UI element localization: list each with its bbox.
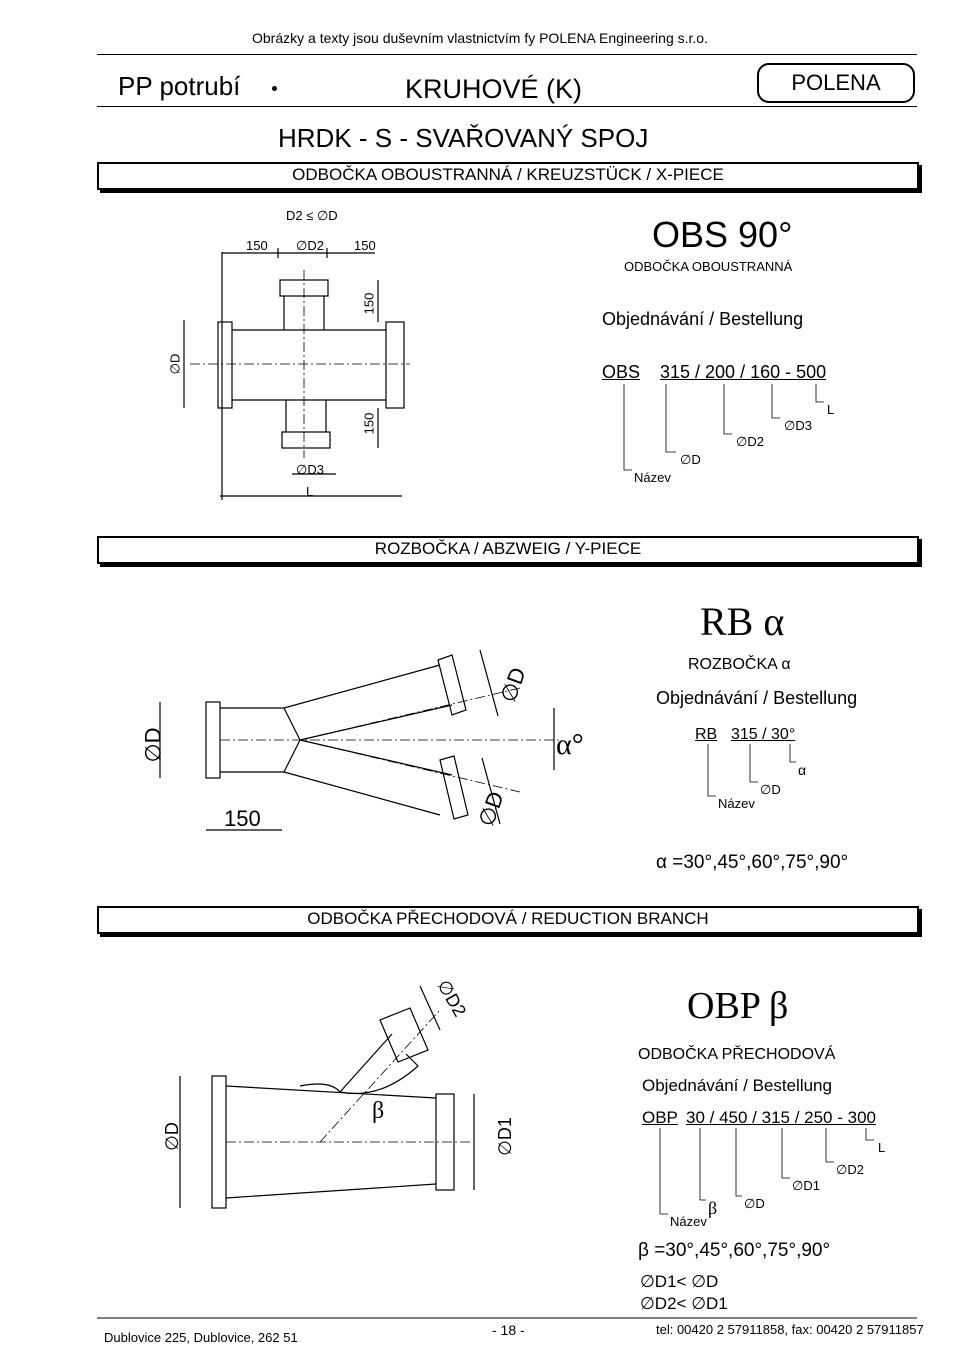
- rb-order-prefix: RB: [695, 726, 718, 743]
- rb-legend-name: Název: [718, 796, 755, 811]
- rb-legend-leaders: [708, 744, 796, 796]
- obp-drawing: [180, 986, 474, 1208]
- joint-title: HRDK - S - SVAŘOVANÝ SPOJ: [278, 123, 649, 153]
- obs-order-values: 315 / 200 / 160 - 500: [660, 362, 827, 382]
- obp-angles: β =30°,45°,60°,75°,90°: [638, 1240, 831, 1261]
- obp-dim-beta: β: [372, 1098, 385, 1124]
- shape-title: KRUHOVÉ (K): [405, 74, 583, 104]
- obs-legend-d: ∅D: [680, 452, 701, 467]
- obp-legend-d: ∅D: [744, 1196, 765, 1211]
- obp-rule-2: ∅D2< ∅D1: [640, 1294, 728, 1313]
- product-line: PP potrubí: [118, 71, 241, 101]
- rb-banner-text: ROZBOČKA / ABZWEIG / Y-PIECE: [374, 539, 642, 558]
- obs-legend-d2: ∅D2: [736, 434, 764, 449]
- brand-logo: POLENA: [757, 63, 915, 103]
- obs-dim-d: ∅D: [167, 353, 183, 375]
- obs-legend-leaders: [624, 384, 824, 470]
- obp-order-prefix: OBP: [642, 1108, 678, 1127]
- obp-dim-d1: ∅D1: [494, 1117, 515, 1156]
- rb-dim-150: 150: [224, 806, 261, 831]
- obp-dim-d: ∅D: [161, 1122, 182, 1151]
- rb-dim-d-left: ∅D: [140, 727, 166, 763]
- obs-legend-l: L: [827, 402, 835, 417]
- footer-page: - 18 -: [492, 1322, 525, 1338]
- rb-order-label: Objednávání / Bestellung: [656, 688, 858, 708]
- obs-name: ODBOČKA OBOUSTRANNÁ: [624, 259, 793, 274]
- obp-legend-name: Název: [670, 1214, 707, 1229]
- obs-dim-150-right: 150: [354, 238, 376, 253]
- obp-dim-d2: ∅D2: [433, 976, 471, 1021]
- obp-name: ODBOČKA PŘECHODOVÁ: [638, 1046, 836, 1063]
- obp-rule-1: ∅D1< ∅D: [640, 1272, 719, 1291]
- obs-dim-d2: ∅D2: [296, 238, 324, 253]
- rb-legend-alpha: α: [798, 762, 807, 778]
- obp-order-values: 30 / 450 / 315 / 250 - 300: [686, 1108, 876, 1127]
- obp-banner-text: ODBOČKA PŘECHODOVÁ / REDUCTION BRANCH: [307, 909, 709, 928]
- obs-code: OBS 90°: [652, 214, 793, 255]
- obp-legend-d2: ∅D2: [836, 1162, 864, 1177]
- obs-dim-150-vert-top: 150: [361, 292, 377, 315]
- obp-code: OBP β: [687, 985, 789, 1027]
- copyright-note: Obrázky a texty jsou duševním vlastnictvím fy POLENA Engineering s.r.o.: [252, 30, 708, 46]
- obs-order-prefix: OBS: [602, 362, 641, 382]
- rb-order-values: 315 / 30°: [731, 726, 796, 743]
- obs-banner-text: ODBOČKA OBOUSTRANNÁ / KREUZSTÜCK / X-PIECE: [292, 165, 724, 184]
- obs-drawing: [184, 248, 410, 500]
- rb-drawing: [160, 650, 560, 830]
- obs-dim-150-left: 150: [246, 238, 268, 253]
- obs-dim-l: L: [306, 484, 314, 499]
- obs-order-label: Objednávání / Bestellung: [602, 309, 804, 329]
- rb-angles: α =30°,45°,60°,75°,90°: [656, 852, 849, 873]
- obs-legend-d3: ∅D3: [784, 418, 812, 433]
- rb-dim-d-branch-top: ∅D: [495, 664, 531, 706]
- rb-dim-alpha: α°: [556, 728, 584, 761]
- obs-dim-d2-le-d: D2 ≤ ∅D: [286, 208, 338, 223]
- rb-dim-d-branch-bottom: ∅D: [473, 788, 509, 830]
- footer-contact: tel: 00420 2 57911858, fax: 00420 2 57911857: [656, 1322, 924, 1337]
- rb-name: ROZBOČKA α: [688, 656, 791, 673]
- footer-address: Dublovice 225, Dublovice, 262 51: [104, 1330, 298, 1345]
- rb-code: RB α: [700, 599, 785, 644]
- rb-legend-d: ∅D: [760, 782, 781, 797]
- obs-dim-150-vert-bottom: 150: [361, 412, 377, 435]
- obp-legend-l: L: [878, 1140, 886, 1155]
- obp-legend-d1: ∅D1: [792, 1178, 820, 1193]
- obs-dim-d3: ∅D3: [296, 462, 324, 477]
- obp-order-label: Objednávání / Bestellung: [642, 1076, 832, 1095]
- obp-legend-leaders: [660, 1128, 874, 1214]
- obp-legend-beta: β: [708, 1198, 718, 1218]
- obs-legend-name: Název: [634, 470, 671, 485]
